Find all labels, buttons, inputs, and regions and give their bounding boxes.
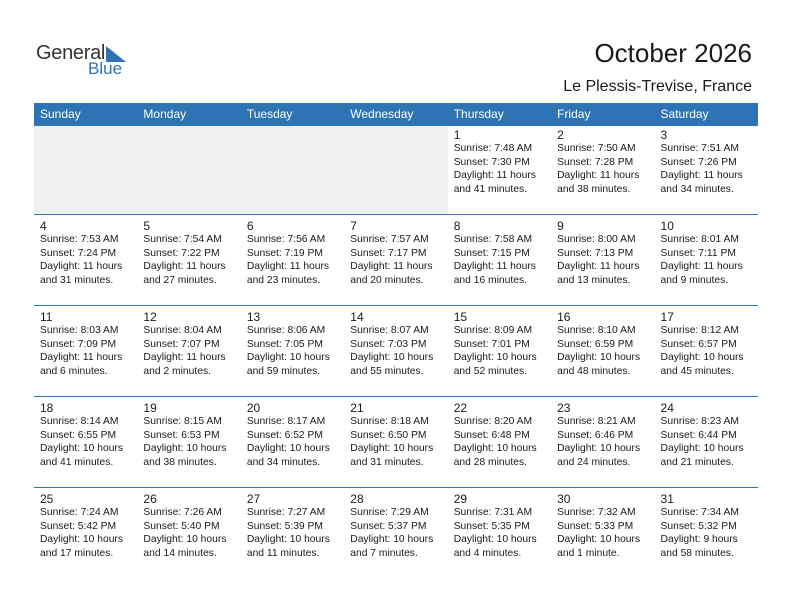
calendar-week-row bbox=[34, 126, 758, 214]
day-sunset-text: Sunset: 5:40 PM bbox=[143, 520, 220, 532]
day-cell bbox=[137, 306, 240, 396]
day-sunrise-text: Sunrise: 8:01 AM bbox=[660, 234, 739, 245]
day-number: 26 bbox=[143, 492, 157, 506]
day-number: 10 bbox=[660, 219, 674, 233]
day-number: 13 bbox=[246, 310, 261, 324]
day-number: 3 bbox=[660, 128, 668, 142]
day-sunset-text: Sunset: 5:42 PM bbox=[40, 520, 117, 532]
day-cell bbox=[448, 126, 551, 214]
day-sunrise-text: Sunrise: 8:18 AM bbox=[350, 416, 429, 427]
day-daylight2-text: and 38 minutes. bbox=[557, 183, 631, 195]
day-cell bbox=[34, 306, 137, 396]
day-cell bbox=[551, 126, 654, 214]
day-sunrise-text: Sunrise: 8:09 AM bbox=[453, 325, 533, 336]
day-daylight1-text: Daylight: 10 hours bbox=[557, 534, 641, 545]
day-sunrise-text: Sunrise: 7:58 AM bbox=[453, 234, 533, 245]
day-daylight1-text: Daylight: 11 hours bbox=[143, 352, 226, 363]
day-number: 30 bbox=[557, 492, 571, 506]
day-sunset-text: Sunset: 7:22 PM bbox=[143, 247, 220, 259]
day-cell bbox=[655, 397, 758, 487]
day-daylight1-text: Daylight: 11 hours bbox=[453, 261, 536, 272]
day-cell bbox=[448, 397, 551, 487]
day-number: 9 bbox=[557, 219, 564, 233]
day-number: 25 bbox=[40, 492, 54, 506]
day-number: 18 bbox=[40, 401, 54, 415]
calendar-week-row bbox=[34, 305, 758, 396]
day-cell bbox=[241, 215, 344, 305]
day-sunset-text: Sunset: 5:32 PM bbox=[660, 520, 737, 532]
day-number: 23 bbox=[557, 401, 571, 415]
day-daylight2-text: and 27 minutes. bbox=[143, 274, 217, 286]
day-daylight1-text: Daylight: 10 hours bbox=[246, 443, 330, 454]
day-sunrise-text: Sunrise: 8:23 AM bbox=[660, 416, 739, 427]
day-sunset-text: Sunset: 6:57 PM bbox=[660, 338, 737, 350]
day-sunset-text: Sunset: 7:17 PM bbox=[350, 247, 427, 259]
day-cell bbox=[137, 488, 240, 578]
day-daylight2-text: and 45 minutes. bbox=[660, 365, 734, 377]
day-daylight1-text: Daylight: 11 hours bbox=[350, 261, 433, 272]
day-daylight2-text: and 6 minutes. bbox=[40, 365, 108, 377]
day-sunset-text: Sunset: 6:55 PM bbox=[40, 429, 117, 441]
day-daylight2-text: and 59 minutes. bbox=[246, 365, 321, 377]
day-sunrise-text: Sunrise: 7:57 AM bbox=[350, 234, 429, 245]
day-daylight1-text: Daylight: 11 hours bbox=[557, 261, 640, 272]
day-daylight2-text: and 31 minutes. bbox=[40, 274, 114, 286]
day-daylight2-text: and 23 minutes. bbox=[246, 274, 321, 286]
location-subtitle: Le Plessis-Trevise, France bbox=[563, 78, 752, 95]
day-sunset-text: Sunset: 7:15 PM bbox=[453, 247, 530, 259]
weekday-tuesday: Tuesday bbox=[246, 107, 293, 121]
day-number: 28 bbox=[350, 492, 364, 506]
day-number: 2 bbox=[557, 128, 564, 142]
weekday-sunday: Sunday bbox=[40, 107, 81, 121]
day-sunrise-text: Sunrise: 8:06 AM bbox=[246, 325, 326, 336]
calendar-week-row bbox=[34, 396, 758, 487]
day-sunrise-text: Sunrise: 7:29 AM bbox=[350, 507, 429, 518]
day-sunset-text: Sunset: 6:50 PM bbox=[350, 429, 427, 441]
day-sunrise-text: Sunrise: 8:12 AM bbox=[660, 325, 739, 336]
day-sunrise-text: Sunrise: 8:20 AM bbox=[453, 416, 533, 427]
day-number: 6 bbox=[246, 219, 254, 233]
day-daylight2-text: and 9 minutes. bbox=[660, 274, 729, 286]
day-cell bbox=[551, 215, 654, 305]
day-number: 8 bbox=[453, 219, 461, 233]
day-daylight2-text: and 7 minutes. bbox=[350, 547, 418, 559]
day-number: 7 bbox=[350, 219, 357, 233]
day-sunrise-text: Sunrise: 8:10 AM bbox=[557, 325, 636, 336]
day-cell bbox=[34, 215, 137, 305]
day-sunset-text: Sunset: 7:09 PM bbox=[40, 338, 117, 350]
day-daylight2-text: and 13 minutes. bbox=[557, 274, 631, 286]
day-daylight1-text: Daylight: 9 hours bbox=[660, 534, 738, 545]
day-sunset-text: Sunset: 7:11 PM bbox=[660, 247, 736, 259]
day-sunset-text: Sunset: 7:26 PM bbox=[660, 156, 737, 168]
day-sunset-text: Sunset: 7:05 PM bbox=[246, 338, 323, 350]
day-daylight2-text: and 52 minutes. bbox=[453, 365, 527, 377]
empty-day-cell bbox=[344, 126, 447, 214]
day-daylight2-text: and 4 minutes. bbox=[453, 547, 522, 559]
day-sunset-text: Sunset: 6:48 PM bbox=[453, 429, 530, 441]
day-sunrise-text: Sunrise: 7:31 AM bbox=[453, 507, 533, 518]
day-daylight1-text: Daylight: 10 hours bbox=[453, 534, 537, 545]
day-cell bbox=[344, 488, 447, 578]
day-sunrise-text: Sunrise: 8:17 AM bbox=[246, 416, 326, 427]
weekday-monday: Monday bbox=[143, 107, 187, 121]
day-daylight2-text: and 28 minutes. bbox=[453, 456, 527, 468]
day-daylight1-text: Daylight: 11 hours bbox=[660, 261, 743, 272]
day-cell bbox=[551, 397, 654, 487]
brand-logo bbox=[36, 42, 136, 82]
day-daylight2-text: and 34 minutes. bbox=[246, 456, 321, 468]
day-number: 11 bbox=[40, 310, 53, 324]
day-cell bbox=[655, 126, 758, 214]
day-cell bbox=[655, 488, 758, 578]
empty-day-cell bbox=[241, 126, 344, 214]
day-number: 31 bbox=[660, 492, 674, 506]
day-daylight1-text: Daylight: 10 hours bbox=[246, 352, 330, 363]
day-cell bbox=[655, 306, 758, 396]
day-daylight1-text: Daylight: 10 hours bbox=[453, 443, 537, 454]
day-daylight2-text: and 21 minutes. bbox=[660, 456, 734, 468]
day-sunrise-text: Sunrise: 7:24 AM bbox=[40, 507, 119, 518]
day-daylight1-text: Daylight: 11 hours bbox=[246, 261, 330, 272]
day-number: 24 bbox=[660, 401, 674, 415]
day-sunrise-text: Sunrise: 7:26 AM bbox=[143, 507, 222, 518]
day-daylight1-text: Daylight: 11 hours bbox=[453, 170, 536, 181]
day-sunset-text: Sunset: 5:35 PM bbox=[453, 520, 530, 532]
day-daylight1-text: Daylight: 10 hours bbox=[350, 352, 434, 363]
day-number: 4 bbox=[40, 219, 47, 233]
day-daylight2-text: and 34 minutes. bbox=[660, 183, 734, 195]
weekday-header bbox=[34, 103, 758, 126]
day-sunset-text: Sunset: 6:59 PM bbox=[557, 338, 634, 350]
day-sunrise-text: Sunrise: 7:53 AM bbox=[40, 234, 119, 245]
day-sunrise-text: Sunrise: 8:00 AM bbox=[557, 234, 636, 245]
calendar-week-row bbox=[34, 487, 758, 578]
day-daylight1-text: Daylight: 10 hours bbox=[143, 534, 227, 545]
day-sunrise-text: Sunrise: 8:04 AM bbox=[143, 325, 222, 336]
day-cell bbox=[241, 397, 344, 487]
day-number: 15 bbox=[453, 310, 468, 324]
day-number: 5 bbox=[143, 219, 151, 233]
day-daylight2-text: and 17 minutes. bbox=[40, 547, 114, 559]
day-cell bbox=[448, 306, 551, 396]
day-sunset-text: Sunset: 7:07 PM bbox=[143, 338, 220, 350]
day-daylight2-text: and 58 minutes. bbox=[660, 547, 734, 559]
weekday-thursday: Thursday bbox=[453, 107, 504, 121]
day-cell bbox=[34, 397, 137, 487]
day-daylight1-text: Daylight: 10 hours bbox=[350, 443, 434, 454]
day-number: 20 bbox=[246, 401, 261, 415]
day-sunset-text: Sunset: 6:46 PM bbox=[557, 429, 634, 441]
day-sunset-text: Sunset: 7:28 PM bbox=[557, 156, 634, 168]
day-sunset-text: Sunset: 5:33 PM bbox=[557, 520, 634, 532]
day-cell bbox=[551, 488, 654, 578]
day-sunset-text: Sunset: 7:03 PM bbox=[350, 338, 427, 350]
day-number: 14 bbox=[350, 310, 364, 324]
day-sunrise-text: Sunrise: 7:27 AM bbox=[246, 507, 326, 518]
day-daylight2-text: and 31 minutes. bbox=[350, 456, 424, 468]
day-daylight1-text: Daylight: 10 hours bbox=[557, 352, 641, 363]
calendar-grid bbox=[34, 103, 758, 578]
day-daylight1-text: Daylight: 10 hours bbox=[143, 443, 227, 454]
day-cell bbox=[448, 215, 551, 305]
day-number: 12 bbox=[143, 310, 157, 324]
day-daylight1-text: Daylight: 10 hours bbox=[557, 443, 641, 454]
day-number: 27 bbox=[246, 492, 261, 506]
day-cell bbox=[241, 488, 344, 578]
day-number: 21 bbox=[350, 401, 364, 415]
day-daylight2-text: and 11 minutes. bbox=[246, 547, 320, 559]
day-cell bbox=[137, 215, 240, 305]
day-sunset-text: Sunset: 6:52 PM bbox=[246, 429, 323, 441]
day-number: 1 bbox=[453, 128, 461, 142]
day-cell bbox=[344, 215, 447, 305]
day-daylight2-text: and 41 minutes. bbox=[40, 456, 114, 468]
day-sunset-text: Sunset: 7:01 PM bbox=[453, 338, 530, 350]
day-sunrise-text: Sunrise: 8:03 AM bbox=[40, 325, 119, 336]
day-daylight1-text: Daylight: 11 hours bbox=[143, 261, 226, 272]
day-sunset-text: Sunset: 5:39 PM bbox=[246, 520, 323, 532]
day-cell bbox=[344, 397, 447, 487]
day-number: 16 bbox=[557, 310, 571, 324]
day-daylight2-text: and 41 minutes. bbox=[453, 183, 527, 195]
day-number: 29 bbox=[453, 492, 468, 506]
day-daylight2-text: and 14 minutes. bbox=[143, 547, 217, 559]
day-sunset-text: Sunset: 7:13 PM bbox=[557, 247, 634, 259]
day-number: 17 bbox=[660, 310, 674, 324]
logo-text-blue: Blue bbox=[88, 59, 123, 78]
day-sunrise-text: Sunrise: 7:51 AM bbox=[660, 143, 739, 154]
day-daylight2-text: and 55 minutes. bbox=[350, 365, 424, 377]
day-daylight2-text: and 38 minutes. bbox=[143, 456, 217, 468]
calendar-weeks bbox=[34, 126, 758, 578]
day-daylight2-text: and 1 minute. bbox=[557, 547, 620, 559]
day-sunrise-text: Sunrise: 7:34 AM bbox=[660, 507, 739, 518]
day-daylight1-text: Daylight: 10 hours bbox=[660, 352, 744, 363]
day-sunrise-text: Sunrise: 7:56 AM bbox=[246, 234, 326, 245]
day-sunrise-text: Sunrise: 7:32 AM bbox=[557, 507, 636, 518]
day-number: 19 bbox=[143, 401, 157, 415]
calendar-week-row bbox=[34, 214, 758, 305]
day-sunset-text: Sunset: 7:24 PM bbox=[40, 247, 117, 259]
day-sunrise-text: Sunrise: 8:21 AM bbox=[557, 416, 636, 427]
day-daylight1-text: Daylight: 10 hours bbox=[246, 534, 330, 545]
empty-day-cell bbox=[34, 126, 137, 214]
day-daylight1-text: Daylight: 10 hours bbox=[40, 534, 123, 545]
day-sunset-text: Sunset: 5:37 PM bbox=[350, 520, 427, 532]
day-sunrise-text: Sunrise: 7:48 AM bbox=[453, 143, 533, 154]
day-sunrise-text: Sunrise: 8:14 AM bbox=[40, 416, 119, 427]
page-title: October 2026 bbox=[594, 38, 752, 68]
day-cell bbox=[241, 306, 344, 396]
day-sunset-text: Sunset: 6:53 PM bbox=[143, 429, 220, 441]
day-daylight1-text: Daylight: 10 hours bbox=[40, 443, 123, 454]
day-daylight1-text: Daylight: 11 hours bbox=[557, 170, 640, 181]
day-cell bbox=[551, 306, 654, 396]
empty-day-cell bbox=[137, 126, 240, 214]
day-sunrise-text: Sunrise: 7:50 AM bbox=[557, 143, 636, 154]
day-sunrise-text: Sunrise: 8:15 AM bbox=[143, 416, 222, 427]
day-daylight2-text: and 20 minutes. bbox=[350, 274, 424, 286]
weekday-saturday: Saturday bbox=[660, 107, 709, 121]
day-daylight2-text: and 48 minutes. bbox=[557, 365, 631, 377]
day-daylight2-text: and 16 minutes. bbox=[453, 274, 527, 286]
weekday-friday: Friday bbox=[557, 107, 591, 121]
day-daylight1-text: Daylight: 10 hours bbox=[660, 443, 744, 454]
day-daylight1-text: Daylight: 11 hours bbox=[40, 261, 123, 272]
day-sunrise-text: Sunrise: 8:07 AM bbox=[350, 325, 429, 336]
day-sunset-text: Sunset: 7:30 PM bbox=[453, 156, 530, 168]
day-cell bbox=[344, 306, 447, 396]
day-cell bbox=[655, 215, 758, 305]
day-daylight1-text: Daylight: 10 hours bbox=[350, 534, 434, 545]
day-sunset-text: Sunset: 6:44 PM bbox=[660, 429, 737, 441]
logo-text-general: General bbox=[36, 42, 106, 64]
day-cell bbox=[34, 488, 137, 578]
day-daylight2-text: and 2 minutes. bbox=[143, 365, 211, 377]
day-number: 22 bbox=[453, 401, 468, 415]
day-daylight2-text: and 24 minutes. bbox=[557, 456, 631, 468]
day-sunset-text: Sunset: 7:19 PM bbox=[246, 247, 323, 259]
day-daylight1-text: Daylight: 11 hours bbox=[660, 170, 743, 181]
day-cell bbox=[448, 488, 551, 578]
day-sunrise-text: Sunrise: 7:54 AM bbox=[143, 234, 222, 245]
day-daylight1-text: Daylight: 11 hours bbox=[40, 352, 123, 363]
day-daylight1-text: Daylight: 10 hours bbox=[453, 352, 537, 363]
day-cell bbox=[137, 397, 240, 487]
weekday-wednesday: Wednesday bbox=[350, 107, 414, 121]
